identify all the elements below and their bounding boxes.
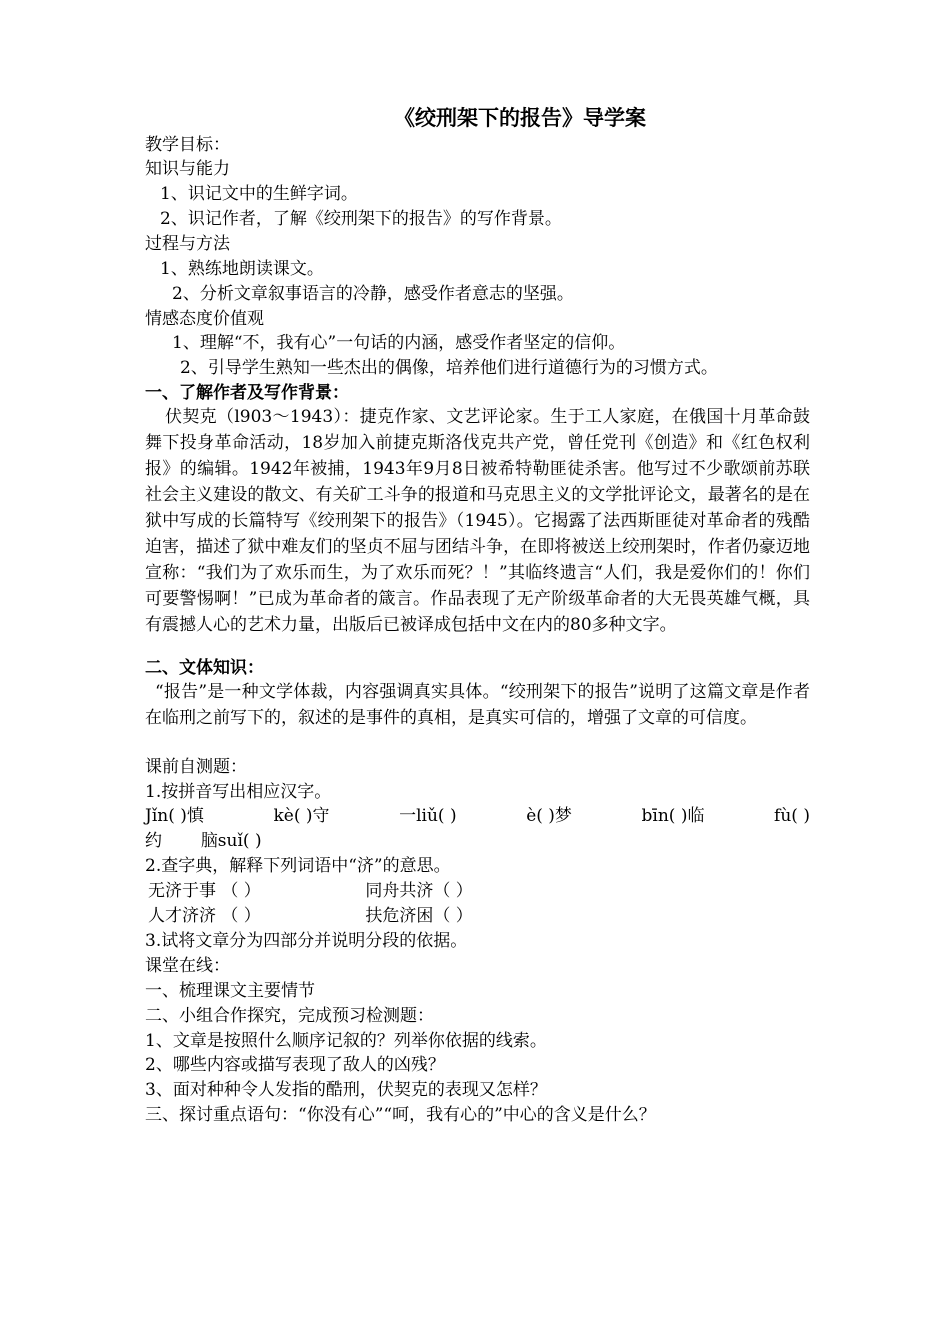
section2-heading: 二、文体知识： [145, 658, 264, 678]
goals-heading: 教学目标： [145, 135, 230, 155]
word-row [148, 879, 473, 903]
knowledge-item: 2、识记作者，了解《绞刑架下的报告》的写作背景。 [160, 209, 562, 229]
emotion-item: 2、引导学生熟知一些杰出的偶像，培养他们进行道德行为的习惯方式。 [180, 358, 718, 378]
section1-heading: 一、了解作者及写作背景： [145, 383, 349, 403]
pinyin-item: 约 [145, 831, 162, 851]
document-title: 《绞刑架下的报告》导学案 [394, 105, 646, 130]
pinyin-row-continued [145, 829, 262, 853]
pinyin-item: fù( ) [774, 806, 810, 826]
pinyin-row [145, 803, 810, 829]
question-3: 3.试将文章分为四部分并说明分段的依据。 [145, 931, 468, 951]
pretest-heading: 课前自测题： [145, 757, 247, 777]
process-item: 1、熟练地朗读课文。 [160, 259, 324, 279]
question-2: 2.查字典，解释下列词语中“济”的意思。 [145, 856, 451, 876]
question-1: 1.按拼音写出相应汉字。 [145, 782, 332, 802]
pinyin-item: kè( )守 [273, 806, 330, 826]
classroom-item: 二、小组合作探究，完成预习检测题： [145, 1006, 434, 1026]
word-item: 扶危济困（ ） [365, 906, 473, 926]
pinyin-item: Jǐn( )慎 [145, 806, 204, 826]
word-item: 人才济济 （ ） [148, 906, 261, 926]
emotion-heading: 情感态度价值观 [145, 309, 264, 329]
author-background-paragraph: 伏契克（l903～1943）：捷克作家、文艺评论家。生于工人家庭，在俄国十月革命鼓舞下投身革命活动，18岁加入前捷克斯洛伐克共产党，曾任党刊《创造》和《红色权利报》的编辑。1942年被捕，1943年9月8日被希特勒匪徒杀害。他写过不少歌颂前苏联社会主义建设的散文、有关矿工斗争的报道和马克思主义的文学批评论文，最著名的是在狱中写成的长篇特写《绞刑架下的报告》（1945）。它揭露了法西斯匪徒对革命者的残酷迫害，描述了狱中难友们的坚贞不屈与团结斗争，在即将被送上绞刑架时，作者仍豪迈地宣称：“我们为了欢乐而生，为了欢乐而死？！”其临终遗言“人们，我是爱你们的！你们可要警惕啊！”已成为革命者的箴言。作品表现了无产阶级革命者的大无畏英雄气概，具有震撼人心的艺术力量，出版后已被译成包括中文在内的80多种文字。 [145, 407, 810, 635]
classroom-item: 1、文章是按照什么顺序记叙的？列举你依据的线索。 [145, 1031, 547, 1051]
word-row [148, 904, 473, 928]
classroom-item: 一、梳理课文主要情节 [145, 981, 315, 1001]
classroom-item: 2、哪些内容或描写表现了敌人的凶残？ [145, 1055, 445, 1075]
word-item: 无济于事 （ ） [148, 881, 261, 901]
classroom-item: 3、面对种种令人发指的酷刑，伏契克的表现又怎样？ [145, 1080, 547, 1100]
knowledge-item: 1、识记文中的生鲜字词。 [160, 184, 358, 204]
genre-knowledge-paragraph: “报告”是一种文学体裁，内容强调真实具体。“绞刑架下的报告”说明了这篇文章是作者在临刑之前写下的，叙述的是事件的真相，是真实可信的，增强了文章的可信度。 [145, 682, 810, 728]
process-heading: 过程与方法 [145, 234, 230, 254]
pinyin-item: 一liǔ( ) [399, 806, 457, 826]
pinyin-item: 脑suǐ( ) [200, 831, 262, 851]
pinyin-item: bīn( )临 [641, 806, 705, 826]
classroom-item: 三、探讨重点语句：“你没有心”“呵，我有心的”中心的含义是什么？ [145, 1105, 656, 1125]
classroom-heading: 课堂在线： [145, 956, 230, 976]
emotion-item: 1、理解“不，我有心”一句话的内涵，感受作者坚定的信仰。 [172, 333, 626, 353]
process-item: 2、分析文章叙事语言的冷静，感受作者意志的坚强。 [172, 284, 574, 304]
knowledge-heading: 知识与能力 [145, 159, 230, 179]
pinyin-item: è( )梦 [526, 806, 572, 826]
word-item: 同舟共济（ ） [365, 881, 473, 901]
